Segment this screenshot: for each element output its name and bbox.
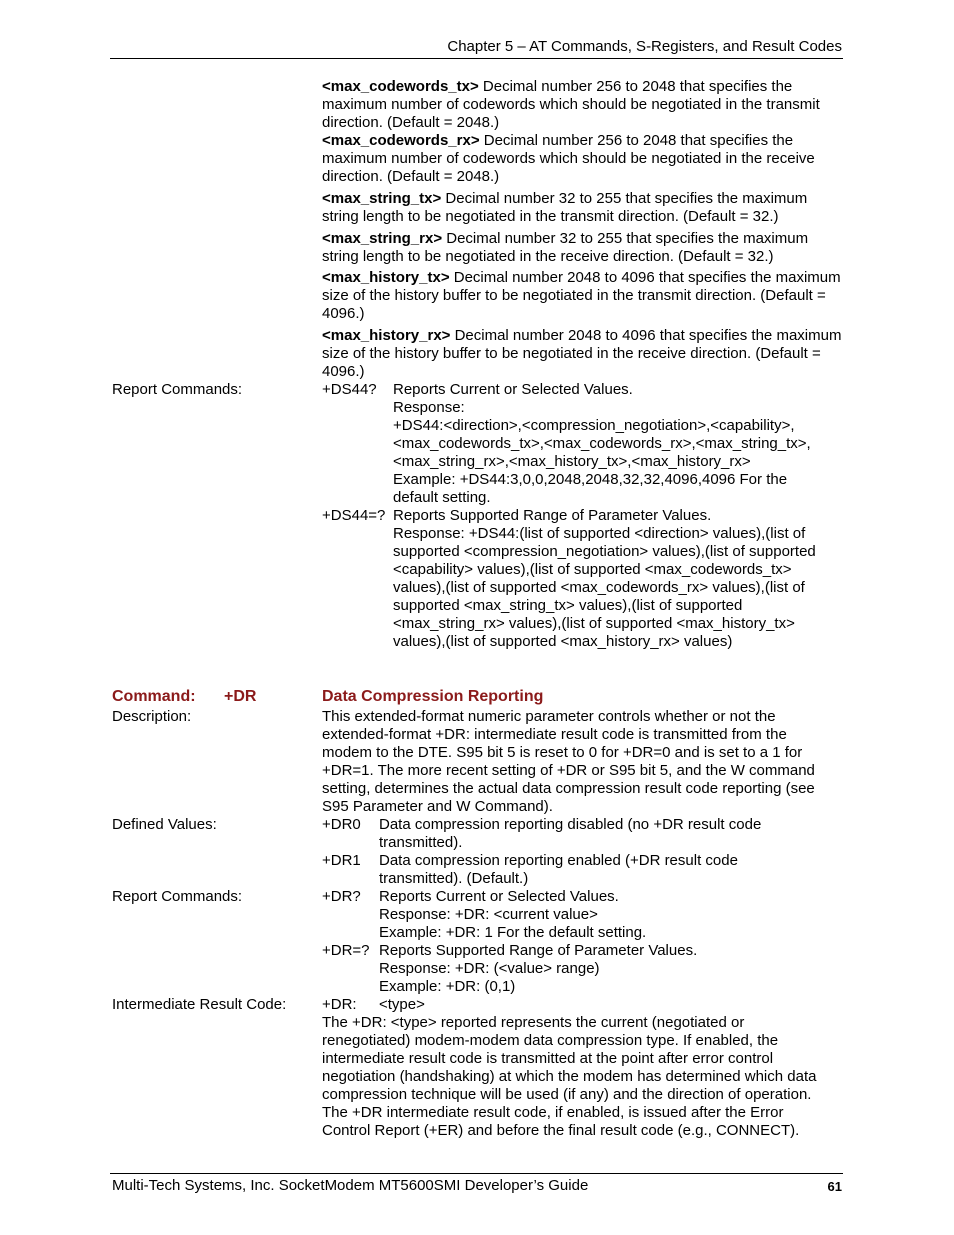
line: default setting.: [393, 489, 491, 506]
dr1-code: +DR1: [322, 852, 361, 869]
line: Response:: [393, 399, 465, 416]
line: This extended-format numeric parameter controls whether or not the: [322, 708, 776, 725]
line: S95 Parameter and W Command).: [322, 798, 553, 815]
defined-values-label: Defined Values:: [112, 816, 217, 833]
line: supported <max_string_tx> values),(list of supported: [393, 597, 743, 614]
dr1-desc: [379, 852, 738, 888]
param-desc: Decimal number 32 to 255 that specifies the maximum string length to be negotiated in the transmit direction. (Default = 32.): [322, 190, 808, 225]
param-max-codewords-tx: [322, 78, 844, 132]
param-desc: Decimal number 2048 to 4096 that specifies the maximum size of the history buffer to be negotiated in the transmit direction. (Default = 4096.): [322, 269, 841, 322]
line: setting, determines the actual data compression result code reporting (see: [322, 780, 815, 797]
dr-query-code: +DR?: [322, 888, 361, 905]
line: Example: +DR: 1 For the default setting.: [379, 924, 647, 941]
line: Control Report (+ER) and before the final result code (e.g., CONNECT).: [322, 1122, 800, 1139]
line: Data compression reporting enabled (+DR result code: [379, 852, 738, 869]
param-max-history-rx: [322, 327, 844, 381]
dr-range-desc: [379, 942, 697, 996]
ds44-report-label: Report Commands:: [112, 381, 243, 398]
param-name: <max_string_tx>: [322, 190, 442, 207]
param-max-string-tx: [322, 190, 844, 226]
param-name: <max_history_rx>: [322, 327, 451, 344]
irc-code: +DR:: [322, 996, 357, 1013]
param-max-history-tx: [322, 269, 844, 323]
param-name: <max_codewords_tx>: [322, 78, 479, 95]
line: <max_string_rx> values),(list of supported <max_history_tx>: [393, 615, 795, 632]
line: compression technique will be used (if any) and the direction of operation.: [322, 1086, 812, 1103]
line: extended-format +DR: intermediate result code is transmitted from the: [322, 726, 787, 743]
line: renegotiated) modem-modem data compression type. If enabled, the: [322, 1032, 779, 1049]
line: Example: +DS44:3,0,0,2048,2048,32,32,4096,4096 For the: [393, 471, 788, 488]
line: Response: +DR: (<value> range): [379, 960, 600, 977]
dr0-code: +DR0: [322, 816, 361, 833]
param-name: <max_string_rx>: [322, 230, 443, 247]
line: Data compression reporting disabled (no +DR result code: [379, 816, 762, 833]
description-text: [322, 708, 815, 816]
ds44-range-code: +DS44=?: [322, 507, 386, 524]
line: <capability> values),(list of supported <max_codewords_tx>: [393, 561, 792, 578]
param-max-string-rx: [322, 230, 844, 266]
line: <max_string_rx>,<max_history_tx>,<max_history_rx>: [393, 453, 751, 470]
dr-range-code: +DR=?: [322, 942, 370, 959]
line: +DR=1. The more recent setting of +DR or S95 bit 5, and the W command: [322, 762, 815, 779]
footer-rule: [110, 1173, 843, 1174]
dr0-desc: [379, 816, 761, 852]
param-name: <max_codewords_rx>: [322, 132, 480, 149]
footer-text: Multi-Tech Systems, Inc. SocketModem MT5600SMI Developer’s Guide: [112, 1177, 589, 1194]
line: transmitted).: [379, 834, 463, 851]
line: Response: +DS44:(list of supported <direction> values),(list of: [393, 525, 806, 542]
description-label: Description:: [112, 708, 192, 725]
dr-report-label: Report Commands:: [112, 888, 243, 905]
line: intermediate result code is transmitted at the point after error control: [322, 1050, 774, 1067]
command-label: Command:: [112, 688, 196, 705]
line: transmitted). (Default.): [379, 870, 529, 887]
line: The +DR: <type> reported represents the current (negotiated or: [322, 1014, 745, 1031]
irc-type: <type>: [379, 996, 425, 1013]
header-rule: [110, 58, 843, 59]
irc-label: Intermediate Result Code:: [112, 996, 287, 1013]
line: Reports Supported Range of Parameter Values.: [393, 507, 712, 524]
param-desc: Decimal number 32 to 255 that specifies the maximum string length to be negotiated in the receive direction. (Default = 32.): [322, 230, 809, 265]
ds44-query-desc: [393, 381, 811, 507]
command-title: Data Compression Reporting: [322, 688, 544, 705]
dr-query-desc: [379, 888, 646, 942]
line: Reports Supported Range of Parameter Values.: [379, 942, 698, 959]
line: Response: +DR: <current value>: [379, 906, 598, 923]
irc-desc: [322, 1014, 816, 1140]
line: +DS44:<direction>,<compression_negotiation>,<capability>,: [393, 417, 795, 434]
line: Example: +DR: (0,1): [379, 978, 516, 995]
param-desc: Decimal number 256 to 2048 that specifies the maximum number of codewords which should be negotiated in the receive direction. (Default = 2048.): [322, 132, 815, 185]
line: Reports Current or Selected Values.: [393, 381, 633, 398]
line: negotiation (handshaking) at which the modem has determined which data: [322, 1068, 817, 1085]
param-desc: Decimal number 256 to 2048 that specifies the maximum number of codewords which should be negotiated in the transmit direction. (Default = 2048.): [322, 78, 820, 131]
line: The +DR intermediate result code, if enabled, is issued after the Error: [322, 1104, 784, 1121]
line: values),(list of supported <max_codewords_rx> values),(list of: [393, 579, 805, 596]
ds44-range-desc: [393, 507, 816, 651]
command-code: +DR: [224, 688, 257, 705]
line: values),(list of supported <max_history_rx> values): [393, 633, 733, 650]
line: modem to the DTE. S95 bit 5 is reset to 0 for +DR=0 and is set to a 1 for: [322, 744, 803, 761]
param-max-codewords-rx: [322, 132, 844, 186]
line: <max_codewords_tx>,<max_codewords_rx>,<max_string_tx>,: [393, 435, 811, 452]
page-number: 61: [827, 1179, 842, 1194]
param-name: <max_history_tx>: [322, 269, 450, 286]
line: supported <compression_negotiation> values),(list of supported: [393, 543, 816, 560]
chapter-header: Chapter 5 – AT Commands, S-Registers, and Result Codes: [447, 38, 842, 55]
line: Reports Current or Selected Values.: [379, 888, 619, 905]
param-desc: Decimal number 2048 to 4096 that specifies the maximum size of the history buffer to be negotiated in the receive direction. (Default = 4096.): [322, 327, 842, 380]
ds44-query-code: +DS44?: [322, 381, 377, 398]
